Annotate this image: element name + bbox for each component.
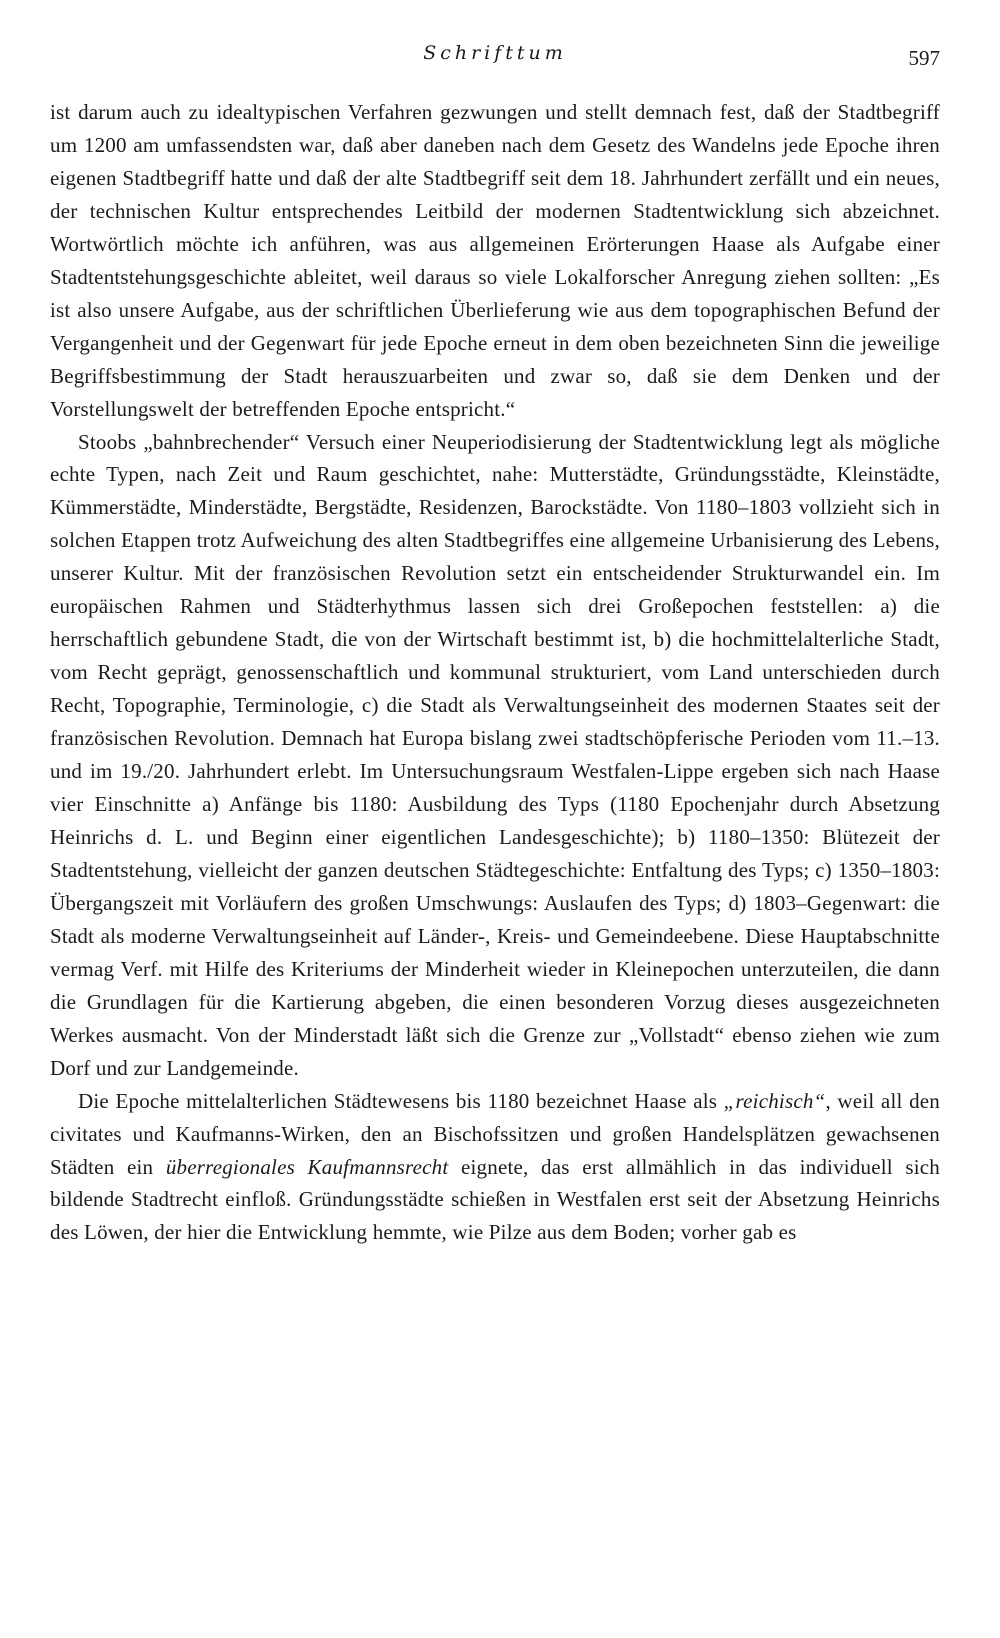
paragraph-text: Die Epoche mittelalterlichen Städtewesens bis 1180 bezeichnet Haase als bbox=[78, 1088, 724, 1113]
italic-term: überregionales Kaufmannsrecht bbox=[165, 1154, 449, 1179]
paragraph-text: , weil all den civitates und Kaufmanns-Wirken, den an Bischofssitzen und großen Handelsplätzen gewachsenen Städten ein bbox=[50, 1088, 940, 1179]
italic-term: „reichisch“ bbox=[723, 1088, 826, 1113]
paragraph-text: eignete, das erst allmählich in das individuell sich bildende Stadtrecht einfloß. Gründungsstädte schießen in Westfalen erst seit der Absetzung Heinrichs des Löwen, der hier die Entwicklung hemmte, wie Pilze aus dem Boden; vorher gab es bbox=[50, 1154, 941, 1245]
paragraph-text: ist darum auch zu idealtypischen Verfahren gezwungen und stellt demnach fest, daß der Stadtbegriff um 1200 am umfassendsten war, daß aber daneben nach dem Gesetz des Wandelns jede Epoche ihren eigenen Stadtbegriff hatte und daß der alte Stadtbegriff seit dem 18. Jahrhundert zerfällt und ein neues, der technischen Kultur entsprechendes Leitbild der modernen Stadtentwicklung sich abzeichnet. Wortwörtlich möchte ich anführen, was aus allgemeinen Erörterungen Haase als Aufgabe einer Stadtentstehungsgeschichte ableitet, weil daraus so viele Lokalforscher Anregung ziehen sollten: „Es ist also unsere Aufgabe, aus der schriftlichen Überlieferung wie aus dem topographischen Befund der Vergangenheit und der Gegenwart für jede Epoche erneut in dem oben bezeichneten Sinn die jeweilige Begriffsbestimmung der Stadt herauszuarbeiten und zwar so, daß sie dem Denken und der Vorstellungswelt der betreffenden Epoche entspricht.“ bbox=[50, 100, 940, 421]
paragraph-text: Stoobs „bahnbrechender“ Versuch einer Neuperiodisierung der Stadtentwicklung legt als mögliche echte Typen, nach Zeit und Raum geschichtet, nahe: Mutterstädte, Gründungsstädte, Kleinstädte, Kümmerstädte, Minderstädte, Bergstädte, Residenzen, Barockstädte. Von 1180–1803 vollzieht sich in solchen Etappen trotz Aufweichung des alten Stadtbegriffes eine allgemeine Urbanisierung des Lebens, unserer Kultur. Mit der französischen Revolution setzt ein entscheidender Strukturwandel ein. Im europäischen Rahmen und Städterhythmus lassen sich drei Großepochen feststellen: a) die herrschaftlich gebundene Stadt, die von der Wirtschaft bestimmt ist, b) die hochmittelalterliche Stadt, vom Recht geprägt, genossenschaftlich und kommunal strukturiert, vom Land unterschieden durch Recht, Topographie, Terminologie, c) die Stadt als Verwaltungseinheit des modernen Staates seit der französischen Revolution. Demnach hat Europa bislang zwei stadtschöpferische Perioden vom 11.–13. und im 19./20. Jahrhundert erlebt. Im Untersuchungsraum Westfalen-Lippe ergeben sich nach Haase vier Einschnitte a) Anfänge bis 1180: Ausbildung des Typs (1180 Epochenjahr durch Absetzung Heinrichs d. L. und Beginn einer eigentlichen Landesgeschichte); b) 1180–1350: Blütezeit der Stadtentstehung, vielleicht der ganzen deutschen Städtegeschichte: Entfaltung des Typs; c) 1350–1803: Übergangszeit mit Vorläufern des großen Umschwungs: Auslaufen des Typs; d) 1803–Gegenwart: die Stadt als moderne Verwaltungseinheit auf Länder-, Kreis- und Gemeindeebene. Diese Hauptabschnitte vermag Verf. mit Hilfe des Kriteriums der Minderheit wieder in Kleinepochen unterzuteilen, die dann die Grundlagen für die Kartierung abgeben, die einen besonderen Vorzug dieses ausgezeichneten Werkes ausmacht. Von der Minderstadt läßt sich die Grenze zur „Vollstadt“ ebenso ziehen wie zum Dorf und zur Landgemeinde. bbox=[50, 429, 940, 1080]
page-header bbox=[50, 42, 940, 76]
paragraph bbox=[50, 1085, 940, 1250]
running-title: Schrifttum bbox=[423, 42, 567, 64]
page-number: 597 bbox=[908, 46, 940, 70]
paragraph bbox=[50, 426, 940, 1085]
body-text bbox=[50, 96, 940, 1249]
paragraph bbox=[50, 96, 940, 426]
